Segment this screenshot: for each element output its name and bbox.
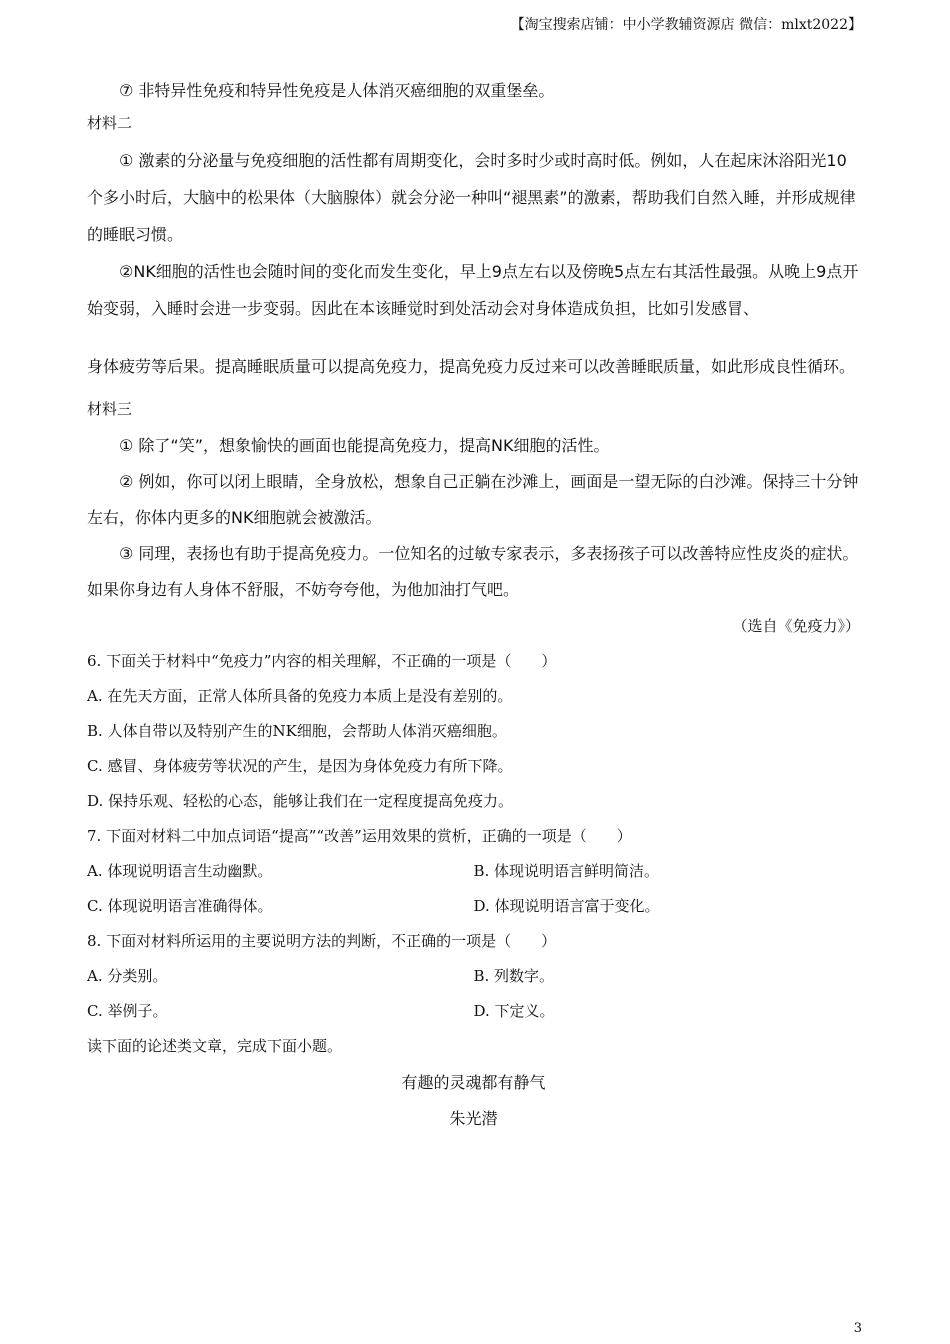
question-7-option-d: D. 体现说明语言富于变化。 xyxy=(473,897,660,915)
material-source: （选自《免疫力》） xyxy=(732,617,860,635)
question-7-stem: 7. 下面对材料二中加点词语“提高”“改善”运用效果的赏析，正确的一项是（ ） xyxy=(87,827,632,845)
question-8-options-row-1 xyxy=(87,959,860,994)
material1-paragraph-7: ⑦ 非特异性免疫和特异性免疫是人体消灭癌细胞的双重堡垒。 xyxy=(119,81,555,100)
material2-paragraph-2: ②NK细胞的活性也会随时间的变化而发生变化，早上9点左右以及傍晚5点左右其活性最强。从晚上9点开始变弱，入睡时会进一步变弱。因此在本该睡觉时到处活动会对身体造成负担，比如引发感冒、 xyxy=(87,262,859,318)
question-7-options-row-2 xyxy=(87,889,860,924)
article-title: 有趣的灵魂都有静气 xyxy=(401,1073,546,1092)
material3-heading: 材料三 xyxy=(87,400,133,418)
question-8-option-b: B. 列数字。 xyxy=(473,967,555,985)
question-8-option-d: D. 下定义。 xyxy=(473,1002,555,1020)
question-7-option-c: C. 体现说明语言准确得体。 xyxy=(87,897,273,915)
question-6-option-d: D. 保持乐观、轻松的心态，能够让我们在一定程度提高免疫力。 xyxy=(87,792,514,810)
material3-paragraph-2: ② 例如，你可以闭上眼睛，全身放松，想象自己正躺在沙滩上，画面是一望无际的白沙滩。保持三十分钟左右，你体内更多的NK细胞就会被激活。 xyxy=(87,472,859,527)
question-6-option-b: B. 人体自带以及特别产生的NK细胞，会帮助人体消灭癌细胞。 xyxy=(87,722,507,740)
reading-instruction: 读下面的论述类文章，完成下面小题。 xyxy=(87,1037,343,1055)
question-6-option-c: C. 感冒、身体疲劳等状况的产生，是因为身体免疫力有所下降。 xyxy=(87,757,513,775)
material3-paragraph-1: ① 除了“笑”，想象愉快的画面也能提高免疫力，提高NK细胞的活性。 xyxy=(119,436,610,455)
page-number: 3 xyxy=(853,1321,862,1336)
material2-paragraph-2-continued: 身体疲劳等后果。提高睡眠质量可以提高免疫力，提高免疫力反过来可以改善睡眠质量，如此形成良性循环。 xyxy=(87,357,856,376)
material3-paragraph-3: ③ 同理，表扬也有助于提高免疫力。一位知名的过敏专家表示，多表扬孩子可以改善特应性皮炎的症状。如果你身边有人身体不舒服，不妨夸夸他，为他加油打气吧。 xyxy=(87,544,859,599)
question-6-option-a: A. 在先天方面，正常人体所具备的免疫力本质上是没有差别的。 xyxy=(87,687,513,705)
document-body xyxy=(87,76,860,1136)
question-7-option-a: A. 体现说明语言生动幽默。 xyxy=(87,862,273,880)
material2-heading: 材料二 xyxy=(87,114,133,132)
article-author: 朱光潜 xyxy=(449,1109,498,1128)
material2-paragraph-1: ① 激素的分泌量与免疫细胞的活性都有周期变化，会时多时少或时高时低。例如，人在起床沐浴阳光10个多小时后，大脑中的松果体（大脑腺体）就会分泌一种叫“褪黑素”的激素，帮助我们自然入睡，并形成规律的睡眠习惯。 xyxy=(87,151,856,244)
question-7-options-row-1 xyxy=(87,854,860,889)
question-8-options-row-2 xyxy=(87,994,860,1029)
question-8-stem: 8. 下面对材料所运用的主要说明方法的判断，不正确的一项是（ ） xyxy=(87,932,557,950)
question-7-option-b: B. 体现说明语言鲜明简洁。 xyxy=(473,862,660,880)
question-8-option-c: C. 举例子。 xyxy=(87,1002,168,1020)
page-header: 【淘宝搜索店铺：中小学教辅资源店 微信：mlxt2022】 xyxy=(510,17,862,33)
question-8-option-a: A. 分类别。 xyxy=(87,967,168,985)
question-6-stem: 6. 下面关于材料中“免疫力”内容的相关理解，不正确的一项是（ ） xyxy=(87,652,557,670)
